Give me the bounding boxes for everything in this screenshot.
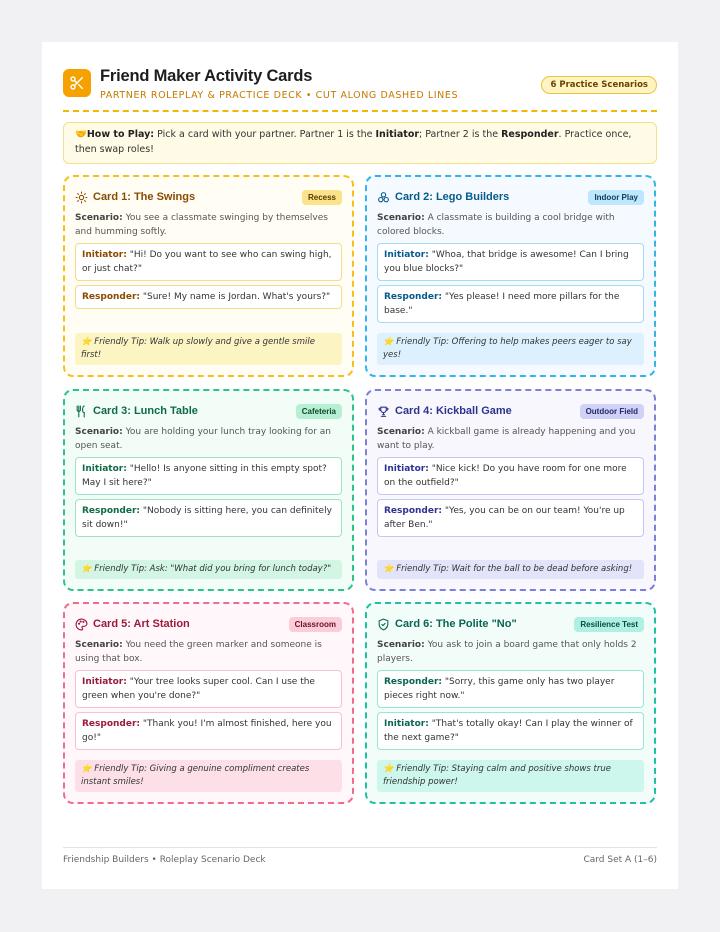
dialogue-line: Responder: "Thank you! I'm almost finished, here you go!" [75, 712, 342, 750]
footer-left: Friendship Builders • Roleplay Scenario Deck [63, 855, 266, 865]
scenario-text: Scenario: A classmate is building a cool bridge with colored blocks. [377, 213, 615, 237]
activity-card-3 [63, 389, 354, 591]
footer-right: Card Set A (1–6) [583, 855, 657, 865]
scenario-text: Scenario: A kickball game is already happening and you want to play. [377, 427, 636, 451]
location-tag: Indoor Play [588, 190, 644, 205]
activity-card-6 [365, 602, 656, 804]
location-tag: Classroom [289, 617, 342, 632]
card-title: Card 2: Lego Builders [395, 191, 510, 203]
scenario-text: Scenario: You are holding your lunch tray looking for an open seat. [75, 427, 331, 451]
location-tag: Recess [302, 190, 342, 205]
dialogue-line: Initiator: "Nice kick! Do you have room for one more on the outfield?" [377, 457, 644, 495]
dialogue-line: Responder: "Yes, you can be on our team! You're up after Ben." [377, 499, 644, 537]
how-to-play-text-2: ; Partner 2 is the [419, 129, 502, 140]
card-title: Card 3: Lunch Table [93, 405, 198, 417]
blocks-icon [377, 191, 390, 204]
activity-sheet [42, 42, 678, 889]
friendly-tip: ⭐ Friendly Tip: Giving a genuine compliment creates instant smiles! [75, 760, 342, 792]
page-subtitle: PARTNER ROLEPLAY & PRACTICE DECK • CUT ALONG DASHED LINES [100, 90, 459, 101]
dialogue-line: Responder: "Sorry, this game only has two player pieces right now." [377, 670, 644, 708]
dialogue-line: Initiator: "Your tree looks super cool. Can I use the green when you're done?" [75, 670, 342, 708]
card-title: Card 6: The Polite "No" [395, 618, 517, 630]
activity-card-4 [365, 389, 656, 591]
how-to-play-label: How to Play: [86, 129, 155, 140]
header-divider [63, 110, 657, 112]
page-title: Friend Maker Activity Cards [100, 67, 313, 85]
trophy-icon [377, 405, 390, 418]
card-title: Card 5: Art Station [93, 618, 190, 630]
shield-check-icon [377, 618, 390, 631]
dialogue-line: Initiator: "Hi! Do you want to see who can swing high, or just chat?" [75, 243, 342, 281]
card-title: Card 1: The Swings [93, 191, 196, 203]
activity-card-1 [63, 175, 354, 377]
handshake-icon: 🤝 [75, 129, 87, 140]
responder-role-name: Responder [501, 129, 559, 140]
dialogue-line: Responder: "Nobody is sitting here, you can definitely sit down!" [75, 499, 342, 537]
location-tag: Resilience Test [574, 617, 644, 632]
friendly-tip: ⭐ Friendly Tip: Staying calm and positive shows true friendship power! [377, 760, 644, 792]
dialogue-line: Initiator: "Hello! Is anyone sitting in this empty spot? May I sit here?" [75, 457, 342, 495]
friendly-tip: ⭐ Friendly Tip: Wait for the ball to be dead before asking! [377, 560, 644, 579]
dialogue-line: Initiator: "That's totally okay! Can I play the winner of the next game?" [377, 712, 644, 750]
how-to-play-text-1: Pick a card with your partner. Partner 1 is the [154, 129, 376, 140]
palette-icon [75, 618, 88, 631]
dialogue-line: Responder: "Sure! My name is Jordan. What's yours?" [75, 285, 342, 309]
initiator-role-name: Initiator [375, 129, 420, 140]
utensils-icon [75, 405, 88, 418]
scenario-text: Scenario: You need the green marker and someone is using that box. [75, 640, 322, 664]
location-tag: Outdoor Field [580, 404, 644, 419]
dialogue-line: Responder: "Yes please! I need more pillars for the base." [377, 285, 644, 323]
footer-divider [63, 847, 657, 848]
scissors-icon [63, 69, 91, 97]
card-title: Card 4: Kickball Game [395, 405, 512, 417]
friendly-tip: ⭐ Friendly Tip: Walk up slowly and give a gentle smile first! [75, 333, 342, 365]
scenario-text: Scenario: You ask to join a board game that only holds 2 players. [377, 640, 637, 664]
friendly-tip: ⭐ Friendly Tip: Ask: "What did you bring for lunch today?" [75, 560, 342, 579]
how-to-play-box [63, 122, 657, 164]
dialogue-line: Initiator: "Whoa, that bridge is awesome! Can I bring you blue blocks?" [377, 243, 644, 281]
activity-card-2 [365, 175, 656, 377]
scenario-text: Scenario: You see a classmate swinging by themselves and humming softly. [75, 213, 328, 237]
header [63, 69, 657, 113]
activity-card-5 [63, 602, 354, 804]
scenario-count-badge: 6 Practice Scenarios [541, 76, 657, 94]
location-tag: Cafeteria [296, 404, 342, 419]
friendly-tip: ⭐ Friendly Tip: Offering to help makes peers eager to say yes! [377, 333, 644, 365]
how-to-play-text-3: . Practice once, then swap roles! [75, 129, 632, 155]
sun-icon [75, 191, 88, 204]
